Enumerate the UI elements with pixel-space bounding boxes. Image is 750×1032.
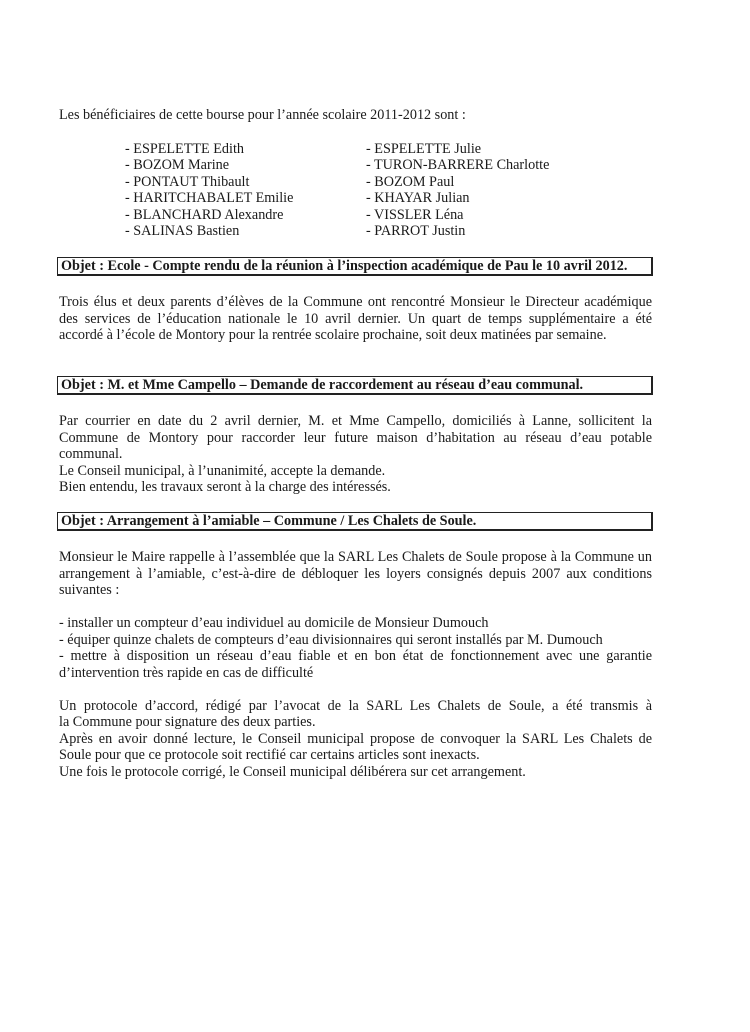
list-item: - équiper quinze chalets de compteurs d’eau divisionnaires qui seront installés par M. Dumouch [59,631,603,648]
paragraph-line: des services de l’éducation nationale le 10 avril dernier. Un quart de temps supplémentaire a été [59,310,652,327]
paragraph-line: suivantes : [59,582,120,598]
beneficiary-name: - ESPELETTE Julie [366,141,482,157]
beneficiaries-intro: Les bénéficiaires de cette bourse pour l’année scolaire 2011-2012 sont : [59,107,466,123]
section-body-campello [59,413,652,496]
beneficiaries-list-left [125,141,293,239]
paragraph-line: Le Conseil municipal, à l’unanimité, accepte la demande. [59,462,386,479]
beneficiary-name: - SALINAS Bastien [125,222,240,239]
paragraph-line: Une fois le protocole corrigé, le Conseil municipal délibérera sur cet arrangement. [59,763,526,780]
beneficiary-name: - PARROT Justin [366,222,466,239]
beneficiary-name: - BOZOM Marine [125,157,230,174]
beneficiary-name: - VISSLER Léna [366,206,464,223]
beneficiary-name: - KHAYAR Julian [366,190,470,207]
beneficiary-name: - TURON-BARRERE Charlotte [366,157,550,174]
paragraph-line: communal. [59,446,123,462]
beneficiaries-list-right [366,141,549,239]
paragraph-line: Après en avoir donné lecture, le Conseil municipal propose de convoquer la SARL Les Chalets de [59,730,652,747]
section-title-ecole: Objet : Ecole - Compte rendu de la réunion à l’inspection académique de Pau le 10 avril 2012. [57,257,653,276]
section-body-arrangement [59,549,652,780]
beneficiary-name: - BOZOM Paul [366,173,455,190]
list-item: - installer un compteur d’eau individuel au domicile de Monsieur Dumouch [59,615,489,631]
list-item: d’intervention très rapide en cas de difficulté [59,664,314,681]
paragraph-line: arrangement à l’amiable, c’est-à-dire de débloquer les loyers consignés depuis 2007 aux conditions [59,565,652,582]
section-body-ecole [59,294,652,344]
section-title-campello: Objet : M. et Mme Campello – Demande de raccordement au réseau d’eau communal. [57,376,653,395]
paragraph-line: Bien entendu, les travaux seront à la charge des intéressés. [59,479,391,495]
spacer [59,599,652,616]
paragraph-line: Soule pour que ce protocole soit rectifié car certains articles sont inexacts. [59,747,480,763]
paragraph-line: la Commune pour signature des deux parties. [59,714,316,730]
beneficiary-name: - BLANCHARD Alexandre [125,206,284,223]
section-title-arrangement: Objet : Arrangement à l’amiable – Commune / Les Chalets de Soule. [57,512,653,531]
beneficiary-name: - HARITCHABALET Emilie [125,190,294,207]
paragraph-line: Un protocole d’accord, rédigé par l’avocat de la SARL Les Chalets de Soule, a été transmis à [59,697,652,714]
paragraph-line: Trois élus et deux parents d’élèves de la Commune ont rencontré Monsieur le Directeur académique [59,294,652,310]
paragraph-line: Commune de Montory pour raccorder leur future maison d’habitation au réseau d’eau potable [59,429,652,446]
beneficiary-name: - PONTAUT Thibault [125,173,250,190]
beneficiary-name: - ESPELETTE Edith [125,141,245,157]
paragraph-line: Par courrier en date du 2 avril dernier, M. et Mme Campello, domiciliés à Lanne, sollicitent la [59,413,652,429]
list-item: - mettre à disposition un réseau d’eau fiable et en bon état de fonctionnement avec une garantie [59,648,652,664]
spacer [59,681,652,698]
paragraph-line: Monsieur le Maire rappelle à l’assemblée que la SARL Les Chalets de Soule propose à la Commune un [59,549,652,565]
paragraph-line: accordé à l’école de Montory pour la rentrée scolaire prochaine, soit deux matinées par semaine. [59,327,607,343]
